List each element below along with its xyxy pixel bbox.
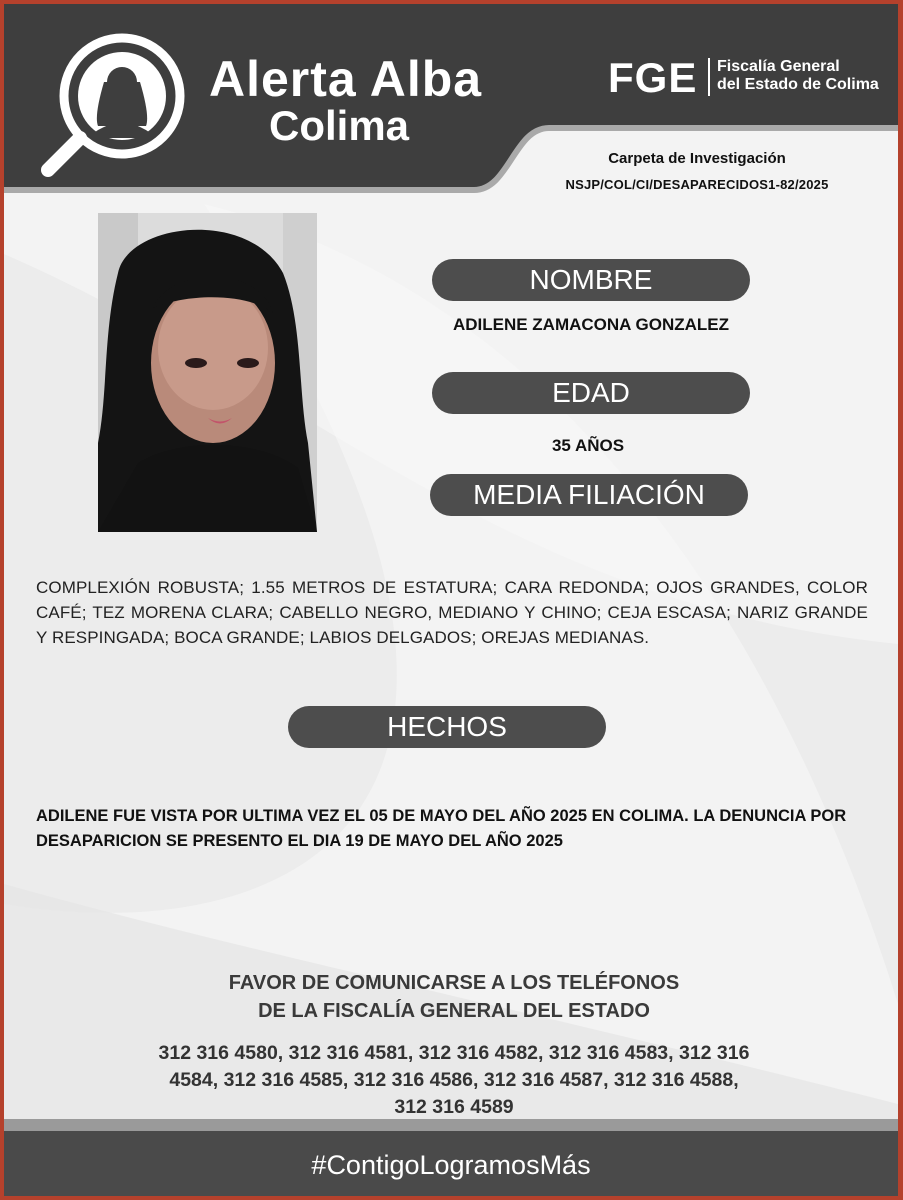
- footer-hashtag: #ContigoLogramosMás: [311, 1150, 591, 1180]
- carpeta-number: NSJP/COL/CI/DESAPARECIDOS1-82/2025: [565, 177, 829, 192]
- edad-value: 35 AÑOS: [551, 436, 625, 455]
- hechos-label: HECHOS: [288, 706, 606, 748]
- nombre-label: NOMBRE: [432, 259, 750, 301]
- filiacion-label: MEDIA FILIACIÓN: [430, 474, 748, 516]
- footer-divider: [4, 1119, 898, 1131]
- phones-line1: 312 316 4580, 312 316 4581, 312 316 4582, 312 316 4583, 312 316: [158, 1042, 750, 1064]
- edad-label: EDAD: [432, 372, 750, 414]
- fge-name-line1: Fiscalía General: [717, 58, 840, 75]
- contact-line2: DE LA FISCALÍA GENERAL DEL ESTADO: [258, 1000, 650, 1022]
- nombre-value: ADILENE ZAMACONA GONZALEZ: [452, 315, 730, 334]
- brand-subtitle: Colima: [269, 102, 410, 149]
- person-photo: [98, 213, 317, 532]
- phone-list: [94, 1040, 814, 1121]
- fge-logo-text: FGE: [608, 54, 698, 101]
- fge-divider: [708, 58, 710, 96]
- fge-name-line2: del Estado de Colima: [717, 76, 879, 93]
- contact-heading: [154, 969, 754, 1025]
- contact-line1: FAVOR DE COMUNICARSE A LOS TELÉFONOS: [228, 972, 680, 994]
- brand-title: Alerta Alba: [209, 51, 483, 107]
- phones-line3: 312 316 4589: [394, 1096, 514, 1118]
- magnifier-person-icon: [34, 26, 194, 186]
- filiacion-description: COMPLEXIÓN ROBUSTA; 1.55 METROS DE ESTATURA; CARA REDONDA; OJOS GRANDES, COLOR CAFÉ; TEZ MORENA CLARA; CABELLO NEGRO, MEDIANO Y CHINO; CEJA ESCASA; NARIZ GRANDE Y RESPINGADA; BOCA GRANDE; LABIOS DELGADOS; OREJAS MEDIANAS.: [36, 578, 868, 647]
- alert-poster: [4, 4, 898, 1196]
- fge-full-name: [717, 58, 879, 94]
- phones-line2: 4584, 312 316 4585, 312 316 4586, 312 316 4587, 312 316 4588,: [169, 1069, 739, 1091]
- carpeta-label: Carpeta de Investigación: [608, 150, 786, 167]
- hechos-description: ADILENE FUE VISTA POR ULTIMA VEZ EL 05 DE MAYO DEL AÑO 2025 EN COLIMA. LA DENUNCIA POR DESAPARICION SE PRESENTO EL DIA 19 DE MAYO DEL AÑO 2025: [36, 807, 847, 850]
